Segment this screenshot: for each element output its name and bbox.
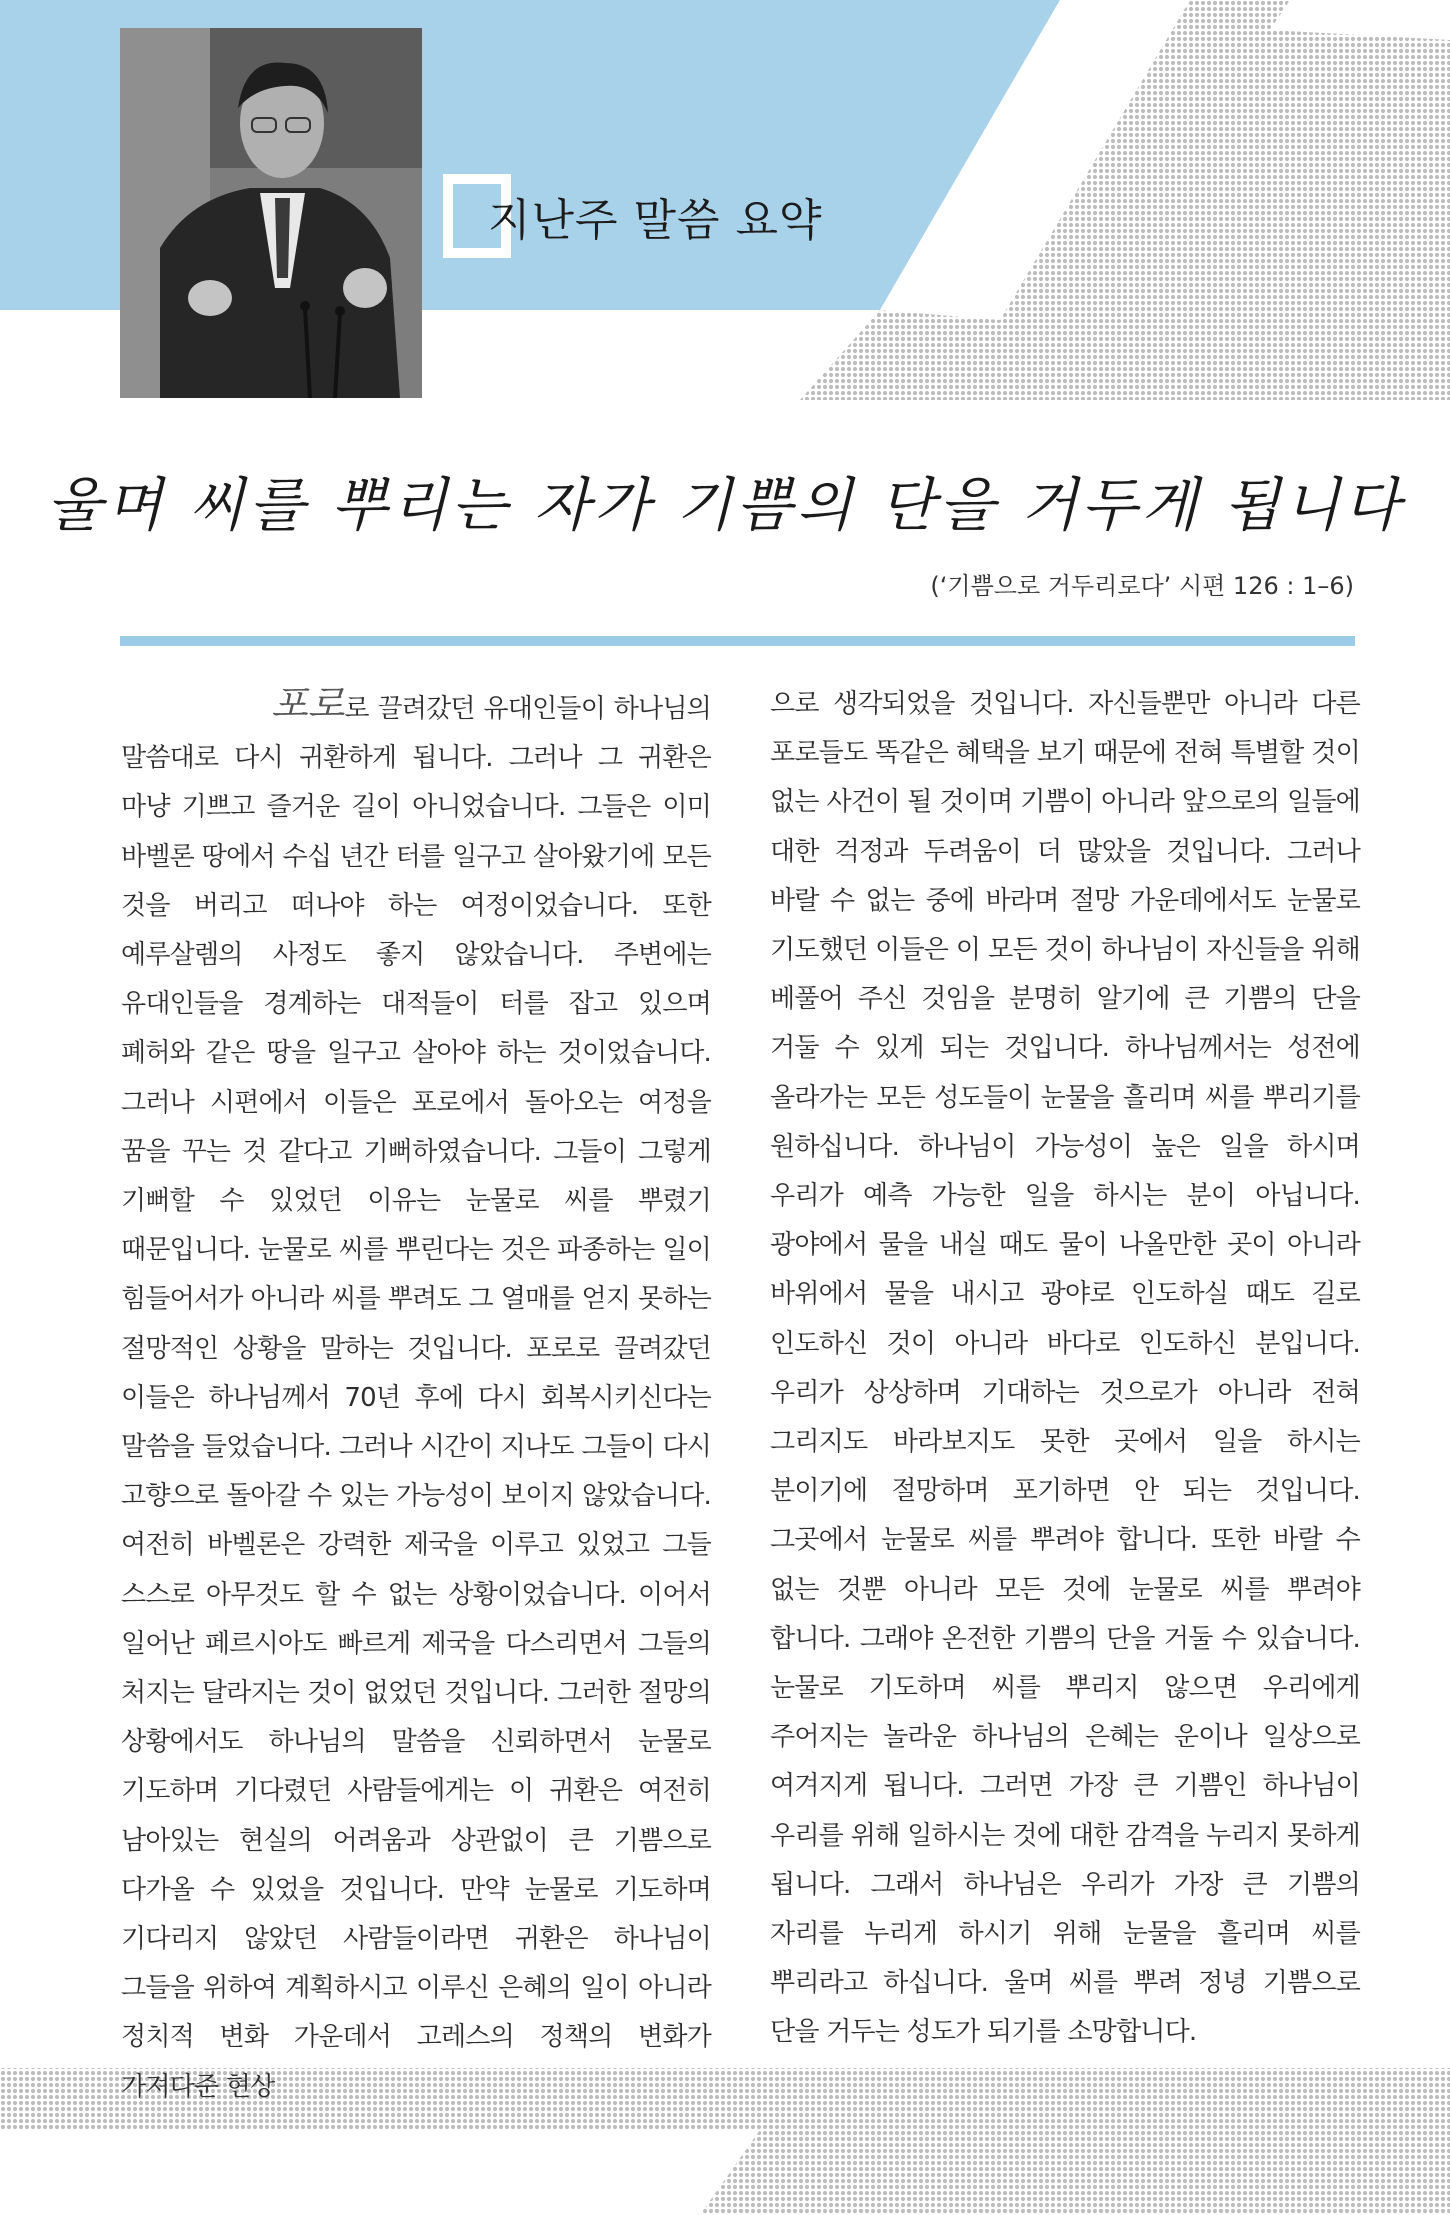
body-text-left: 로 끌려갔던 유대인들이 하나님의 말씀대로 다시 귀환하게 됩니다. 그러나 그 귀환은 마냥 기쁘고 즐거운 길이 아니었습니다. 그들은 이미 바벨론 땅에서 수십 년간 터를 일구고 살아왔기에 모든 것을 버리고 떠나야 하는 여정이었습니다. 또한 예루살렘의 사정도 좋지 않았습니다. 주변에는 유대인들을 경계하는 대적들이 터를 잡고 있으며 폐허와 같은 땅을 일구고 살아야 하는 것이었습니다. 그러나 시편에서 이들은 포로에서 돌아오는 여정을 꿈을 꾸는 것 같다고 기뻐하였습니다. 그들이 그렇게 기뻐할 수 있었던 이유는 눈물로 씨를 뿌렸기 때문입니다. 눈물로 씨를 뿌린다는 것은 파종하는 일이 힘들어서가 아니라 씨를 뿌려도 그 열매를 얻지 못하는 절망적인 상황을 말하는 것입니다. 포로로 끌려갔던 이들은 하나님께서 70년 후에 다시 회복시키신다는 말씀을 들었습니다. 그러나 시간이 지나도 그들이 다시 고향으로 돌아갈 수 있는 가능성이 보이지 않았습니다. 여전히 바벨론은 강력한 제국을 이루고 있었고 그들 스스로 아무것도 할 수 없는 상황이었습니다. 이어서 일어난 페르시아도 빠르게 제국을 다스리면서 그들의 처지는 달라지는 것이 없었던 것입니다. 그러한 절망의 상황에서도 하나님의 말씀을 신뢰하면서 눈물로 기도하며 기다렸던 사람들에게는 이 귀환은 여전히 남아있는 현실의 어려움과 상관없이 큰 기쁨으로 다가올 수 있었을 것입니다. 만약 눈물로 기도하며 기다리지 않았던 사람들이라면 귀환은 하나님이 그들을 위하여 계획하시고 이루신 은혜의 일이 아니라 정치적 변화 가운데서 고레스의 정책의 변화가 가져다준 현상 <box>121 694 711 2102</box>
title-divider <box>120 636 1355 646</box>
dropcap-word: 포로 <box>271 682 345 726</box>
body-text-right: 으로 생각되었을 것입니다. 자신들뿐만 아니라 다른 포로들도 똑같은 혜택을 보기 때문에 전혀 특별할 것이 없는 사건이 될 것이며 기쁨이 아니라 앞으로의 일들에 대한 걱정과 두려움이 더 많았을 것입니다. 그러나 바랄 수 없는 중에 바라며 절망 가운데에서도 눈물로 기도했던 이들은 이 모든 것이 하나님이 자신들을 위해 베풀어 주신 것임을 분명히 알기에 큰 기쁨의 단을 거둘 수 있게 되는 것입니다. 하나님께서는 성전에 올라가는 모든 성도들이 눈물을 흘리며 씨를 뿌리기를 원하십니다. 하나님이 가능성이 높은 일을 하시며 우리가 예측 가능한 일을 하시는 분이 아닙니다. 광야에서 물을 내실 때도 물이 나올만한 곳이 아니라 바위에서 물을 내시고 광야로 인도하실 때도 길로 인도하신 것이 아니라 바다로 인도하신 분입니다. 우리가 상상하며 기대하는 것으로가 아니라 전혀 그리지도 바라보지도 못한 곳에서 일을 하시는 분이기에 절망하며 포기하면 안 되는 것입니다. 그곳에서 눈물로 씨를 뿌려야 합니다. 또한 바랄 수 없는 것뿐 아니라 모든 것에 눈물로 씨를 뿌려야 합니다. 그래야 온전한 기쁨의 단을 거둘 수 있습니다. 눈물로 기도하며 씨를 뿌리지 않으면 우리에게 주어지는 놀라운 하나님의 은혜는 운이나 일상으로 여겨지게 됩니다. 그러면 가장 큰 기쁨인 하나님이 우리를 위해 일하시는 것에 대한 감격을 누리지 못하게 됩니다. 그래서 하나님은 우리가 가장 큰 기쁨의 자리를 누리게 하시기 위해 눈물을 흘리며 씨를 뿌리라고 하십니다. 울며 씨를 뿌려 정녕 기쁨으로 단을 거두는 성도가 되기를 소망합니다. <box>770 689 1360 2048</box>
section-label: 지난주 말씀 요약 <box>488 195 823 246</box>
body-column-right <box>770 680 1360 2058</box>
body-paragraph-left <box>121 680 711 2112</box>
preacher-photo <box>120 28 422 398</box>
preacher-photo-image <box>120 28 422 398</box>
scripture-reference: (‘기쁨으로 거두리로다’ 시편 126 : 1–6) <box>930 572 1354 600</box>
sermon-title: 울며 씨를 뿌리는 자가 기쁨의 단을 거두게 됩니다 <box>46 471 1404 539</box>
body-column-left <box>121 680 711 2112</box>
